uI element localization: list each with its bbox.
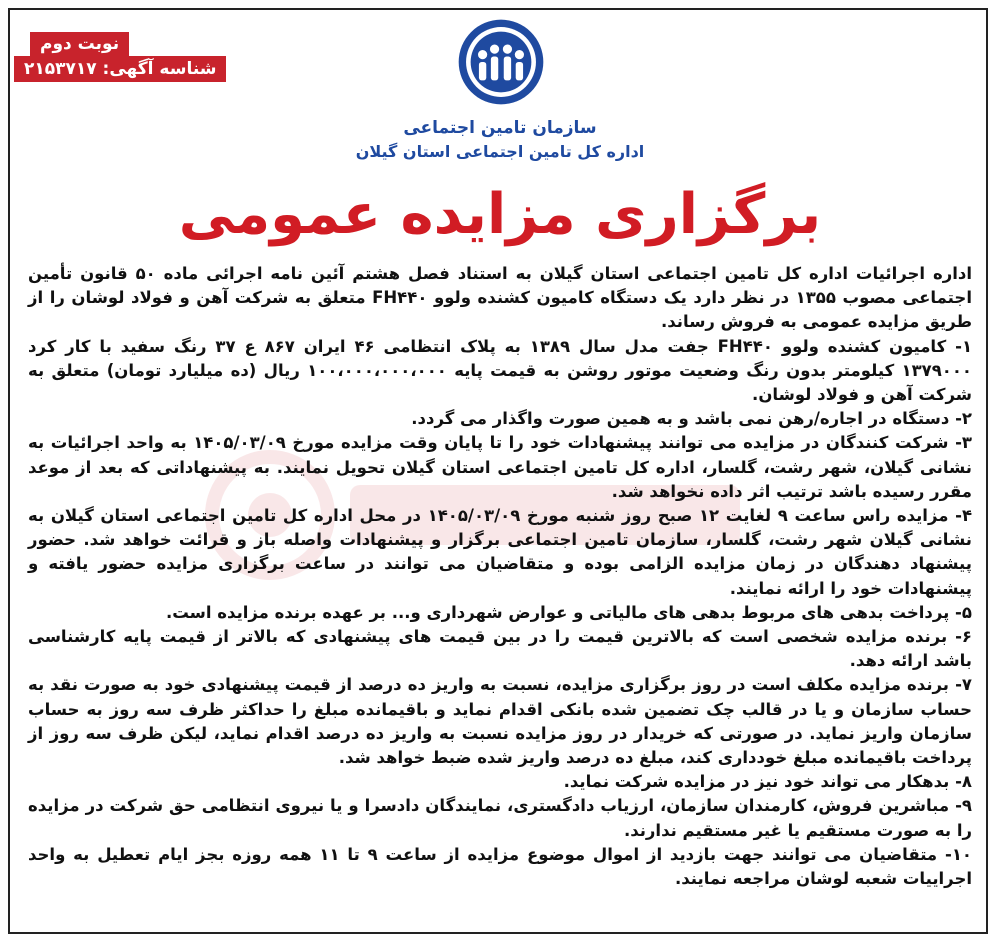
- list-item: ۷- برنده مزایده مکلف است در روز برگزاری مزایده، نسبت به واریز ده درصد از قیمت پیشنهادی خود به صورت نقد به حساب سازمان و یا در قالب چک تضمین شده بانکی اقدام نماید و باقیمانده مبلغ را حداکثر ظرف سه روز به حساب سازمان واریز نماید. در صورتی که خریدار در روز مزایده نسبت به واریز ده درصد اقدام نماید، لیکن ظرف سه روز از پرداخت باقیمانده مبلغ خودداری کند، مبلغ ده درصد واریز شده ضبط خواهد شد.: [28, 675, 972, 768]
- list-item: ۲- دستگاه در اجاره/رهن نمی باشد و به همین صورت واگذار می گردد.: [411, 409, 972, 429]
- notice-body: [28, 262, 972, 891]
- social-security-logo-icon: [455, 16, 547, 108]
- list-item: ۶- برنده مزایده شخصی است که بالاترین قیمت را در بین قیمت های پیشنهادی که بالاتر از قیمت پایه کارشناسی باشد ارائه دهد.: [28, 627, 972, 671]
- org-name: سازمان تامین اجتماعی: [403, 118, 597, 138]
- list-item: ۴- مزایده راس ساعت ۹ لغایت ۱۲ صبح روز شنبه مورخ ۱۴۰۵/۰۳/۰۹ در محل اداره کل تامین اجتماعی استان گیلان به نشانی گیلان شهر رشت، گلسار، سازمان تامین اجتماعی برگزار و پیشنهادات واصله باز و قرائت خواهد شد. حضور پیشنهاد دهندگان در زمان مزایده الزامی بوده و متقاضیان می توانند در ساعت برگزاری مزایده حضور یافته و پیشنهادات خود را ارائه نمایند.: [28, 506, 973, 598]
- list-item: ۵- پرداخت بدهی های مربوط بدهی های مالیاتی و عوارض شهرداری و... بر عهده برنده مزایده است.: [165, 602, 972, 622]
- notice-id-badge: شناسه آگهی: ۲۱۵۳۷۱۷: [14, 56, 226, 82]
- page-title: برگزاری مزایده عمومی: [178, 182, 822, 247]
- list-item: ۱۰- متقاضیان می توانند جهت بازدید از اموال موضوع مزایده از ساعت ۹ تا ۱۱ همه روزه بجز ایام تعطیل به واحد اجراییات شعبه لوشان مراجعه نمایند.: [28, 844, 972, 889]
- list-item: ۹- مباشرین فروش، کارمندان سازمان، ارزیاب دادگستری، نمایندگان دادسرا و یا نیروی انتظامی حق شرکت در مزایده را به صورت مستقیم یا غیر مستقیم ندارند.: [28, 796, 972, 840]
- list-item: ۸- بدهکار می تواند خود نیز در مزایده شرکت نماید.: [563, 772, 972, 792]
- list-item: ۱- کامیون کشنده ولوو FH۴۴۰ جفت مدل سال ۱۳۸۹ به پلاک انتظامی ۴۶ ایران ۸۶۷ ع ۳۷ رنگ سفید با کار کرد ۱۳۷۹۰۰۰ کیلومتر بدون رنگ وضعیت موتور روشن به قیمت پایه ۱۰۰،۰۰۰،۰۰۰،۰۰۰ ریال (ده میلیارد تومان) متعلق به شرکت آهن و فولاد لوشان.: [28, 336, 973, 405]
- list-item: ۳- شرکت کنندگان در مزایده می توانند پیشنهادات خود را تا پایان وقت مزایده مورخ ۱۴۰۵/۰۳/۰۹ به واحد اجرائیات به نشانی گیلان، شهر رشت، گلسار، اداره کل تامین اجتماعی استان گیلان تحویل نمایند. به پیشنهاداتی که بعد از موعد مقرر رسیده باشد ترتیب اثر داده نخواهد شد.: [28, 433, 972, 501]
- org-subtitle: اداره کل تامین اجتماعی استان گیلان: [355, 142, 645, 161]
- round-badge: نوبت دوم: [30, 32, 129, 56]
- intro-paragraph: اداره اجرائیات اداره کل تامین اجتماعی استان گیلان به استناد فصل هشتم آئین نامه اجرائی ماده ۵۰ قانون تأمین اجتماعی مصوب ۱۳۵۵ در نظر دارد یک دستگاه کامیون کشنده ولوو FH۴۴۰ متعلق به شرکت آهن و فولاد لوشان را از طریق مزایده عمومی به فروش رساند.: [28, 264, 972, 332]
